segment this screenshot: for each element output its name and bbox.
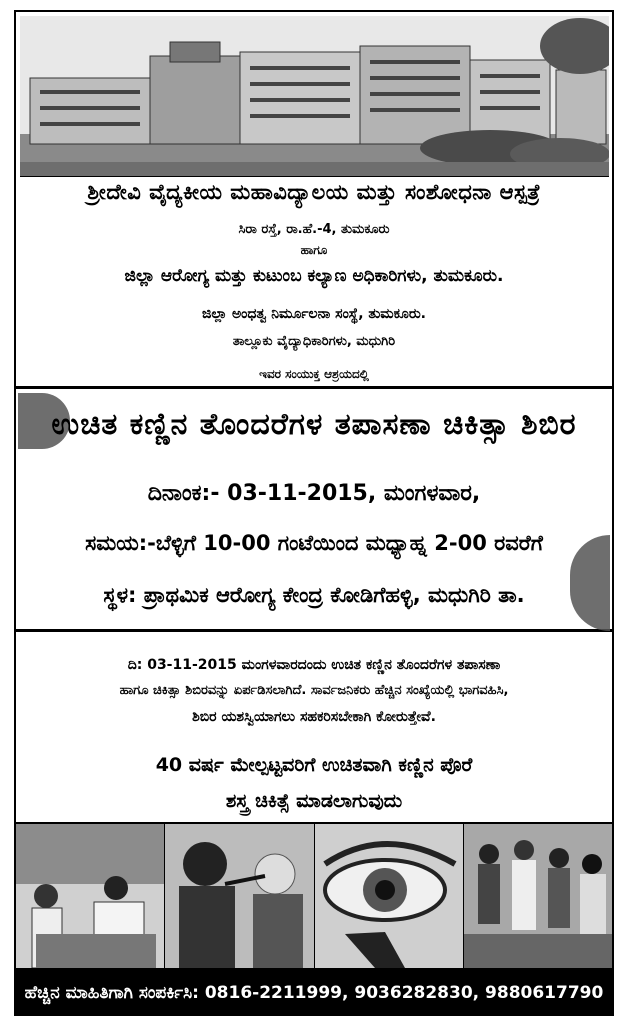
eye-closeup-photo — [315, 824, 464, 968]
hospital-building-photo — [20, 16, 609, 177]
camp-time: ಸಮಯ:-ಬೆಳ್ಳಿಗೆ 10-00 ಗಂಟೆಯಿಂದ ಮಧ್ಯಾಹ್ನ 2-00 ರವರೆಗೆ — [85, 531, 543, 555]
hospital-name: ಶ್ರೀದೇವಿ ವೈದ್ಯಕೀಯ ಮಹಾವಿದ್ಯಾಲಯ ಮತ್ತು ಸಂಶೋಧನಾ ಆಸ್ಪತ್ರೆ — [87, 180, 541, 204]
contact-bar: ಹೆಚ್ಚಿನ ಮಾಹಿತಿಗಾಗಿ ಸಂಪರ್ಕಿಸಿ: 0816-2211999, 9036282830, 9880617790 — [16, 970, 612, 1016]
camp-title: ಉಚಿತ ಕಣ್ಣಿನ ತೊಂದರೆಗಳ ತಪಾಸಣಾ ಚಿಕಿತ್ಸಾ ಶಿಬಿರ — [51, 407, 577, 442]
notice-line: ದಿ: 03-11-2015 ಮಂಗಳವಾರದಂದು ಉಚಿತ ಕಣ್ಣಿನ ತೊಂದರೆಗಳ ತಪಾಸಣಾ — [127, 657, 501, 673]
jointly-organized-text: ಇವರ ಸಂಯುಕ್ತ ಆಶ್ರಯದಲ್ಲಿ — [259, 367, 369, 381]
camp-place: ಸ್ಥಳ: ಪ್ರಾಥಮಿಕ ಆರೋಗ್ಯ ಕೇಂದ್ರ ಕೋಡಿಗೆಹಳ್ಳಿ, ಮಧುಗಿರಿ ತಾ. — [103, 583, 525, 607]
notice-line: ಶಿಬಿರ ಯಶಸ್ವಿಯಾಗಲು ಸಹಕರಿಸಬೇಕಾಗಿ ಕೋರುತ್ತೇವೆ. — [192, 709, 436, 725]
cataract-offer-line-2: ಶಸ್ತ್ರ ಚಿಕಿತ್ಸೆ ಮಾಡಲಾಗುವುದು — [225, 790, 403, 812]
conjunction-text: ಹಾಗೂ — [300, 243, 328, 257]
patient-examination-photo — [165, 824, 314, 968]
notice-line: ಹಾಗೂ ಚಿಕಿತ್ಸಾ ಶಿಬಿರವನ್ನು ಏರ್ಪಡಿಸಲಾಗಿದೆ. ಸಾರ್ವಜನಿಕರು ಹೆಚ್ಚಿನ ಸಂಖ್ಯೆಯಲ್ಲಿ ಭಾಗವಹಿಸಿ, — [119, 683, 509, 698]
camp-details-box — [16, 386, 612, 632]
camp-date: ದಿನಾಂಕ:- 03-11-2015, ಮಂಗಳವಾರ, — [147, 481, 481, 506]
hospital-address: ಸಿರಾ ರಸ್ತೆ, ರಾ.ಹೆ.-4, ತುಮಕೂರು — [238, 222, 390, 237]
cataract-offer-line-1: 40 ವರ್ಷ ಮೇಲ್ಪಟ್ಟವರಿಗೆ ಉಚಿತವಾಗಿ ಕಣ್ಣಿನ ಪೊರೆ — [155, 754, 473, 776]
eye-checkup-photo — [16, 824, 165, 968]
photo-strip — [16, 822, 612, 970]
organizer-taluk-officer: ತಾಲ್ಲೂಕು ವೈದ್ಯಾಧಿಕಾರಿಗಳು, ಮಧುಗಿರಿ — [232, 334, 396, 349]
camp-crowd-photo — [464, 824, 612, 968]
organizer-health-officer: ಜಿಲ್ಲಾ ಆರೋಗ್ಯ ಮತ್ತು ಕುಟುಂಬ ಕಲ್ಯಾಣ ಅಧಿಕಾರಿಗಳು, ತುಮಕೂರು. — [124, 266, 504, 286]
notice-paragraph — [30, 652, 598, 730]
organizer-blindness-society: ಜಿಲ್ಲಾ ಅಂಧತ್ವ ನಿರ್ಮೂಲನಾ ಸಂಸ್ಥೆ, ತುಮಕೂರು. — [201, 306, 427, 322]
